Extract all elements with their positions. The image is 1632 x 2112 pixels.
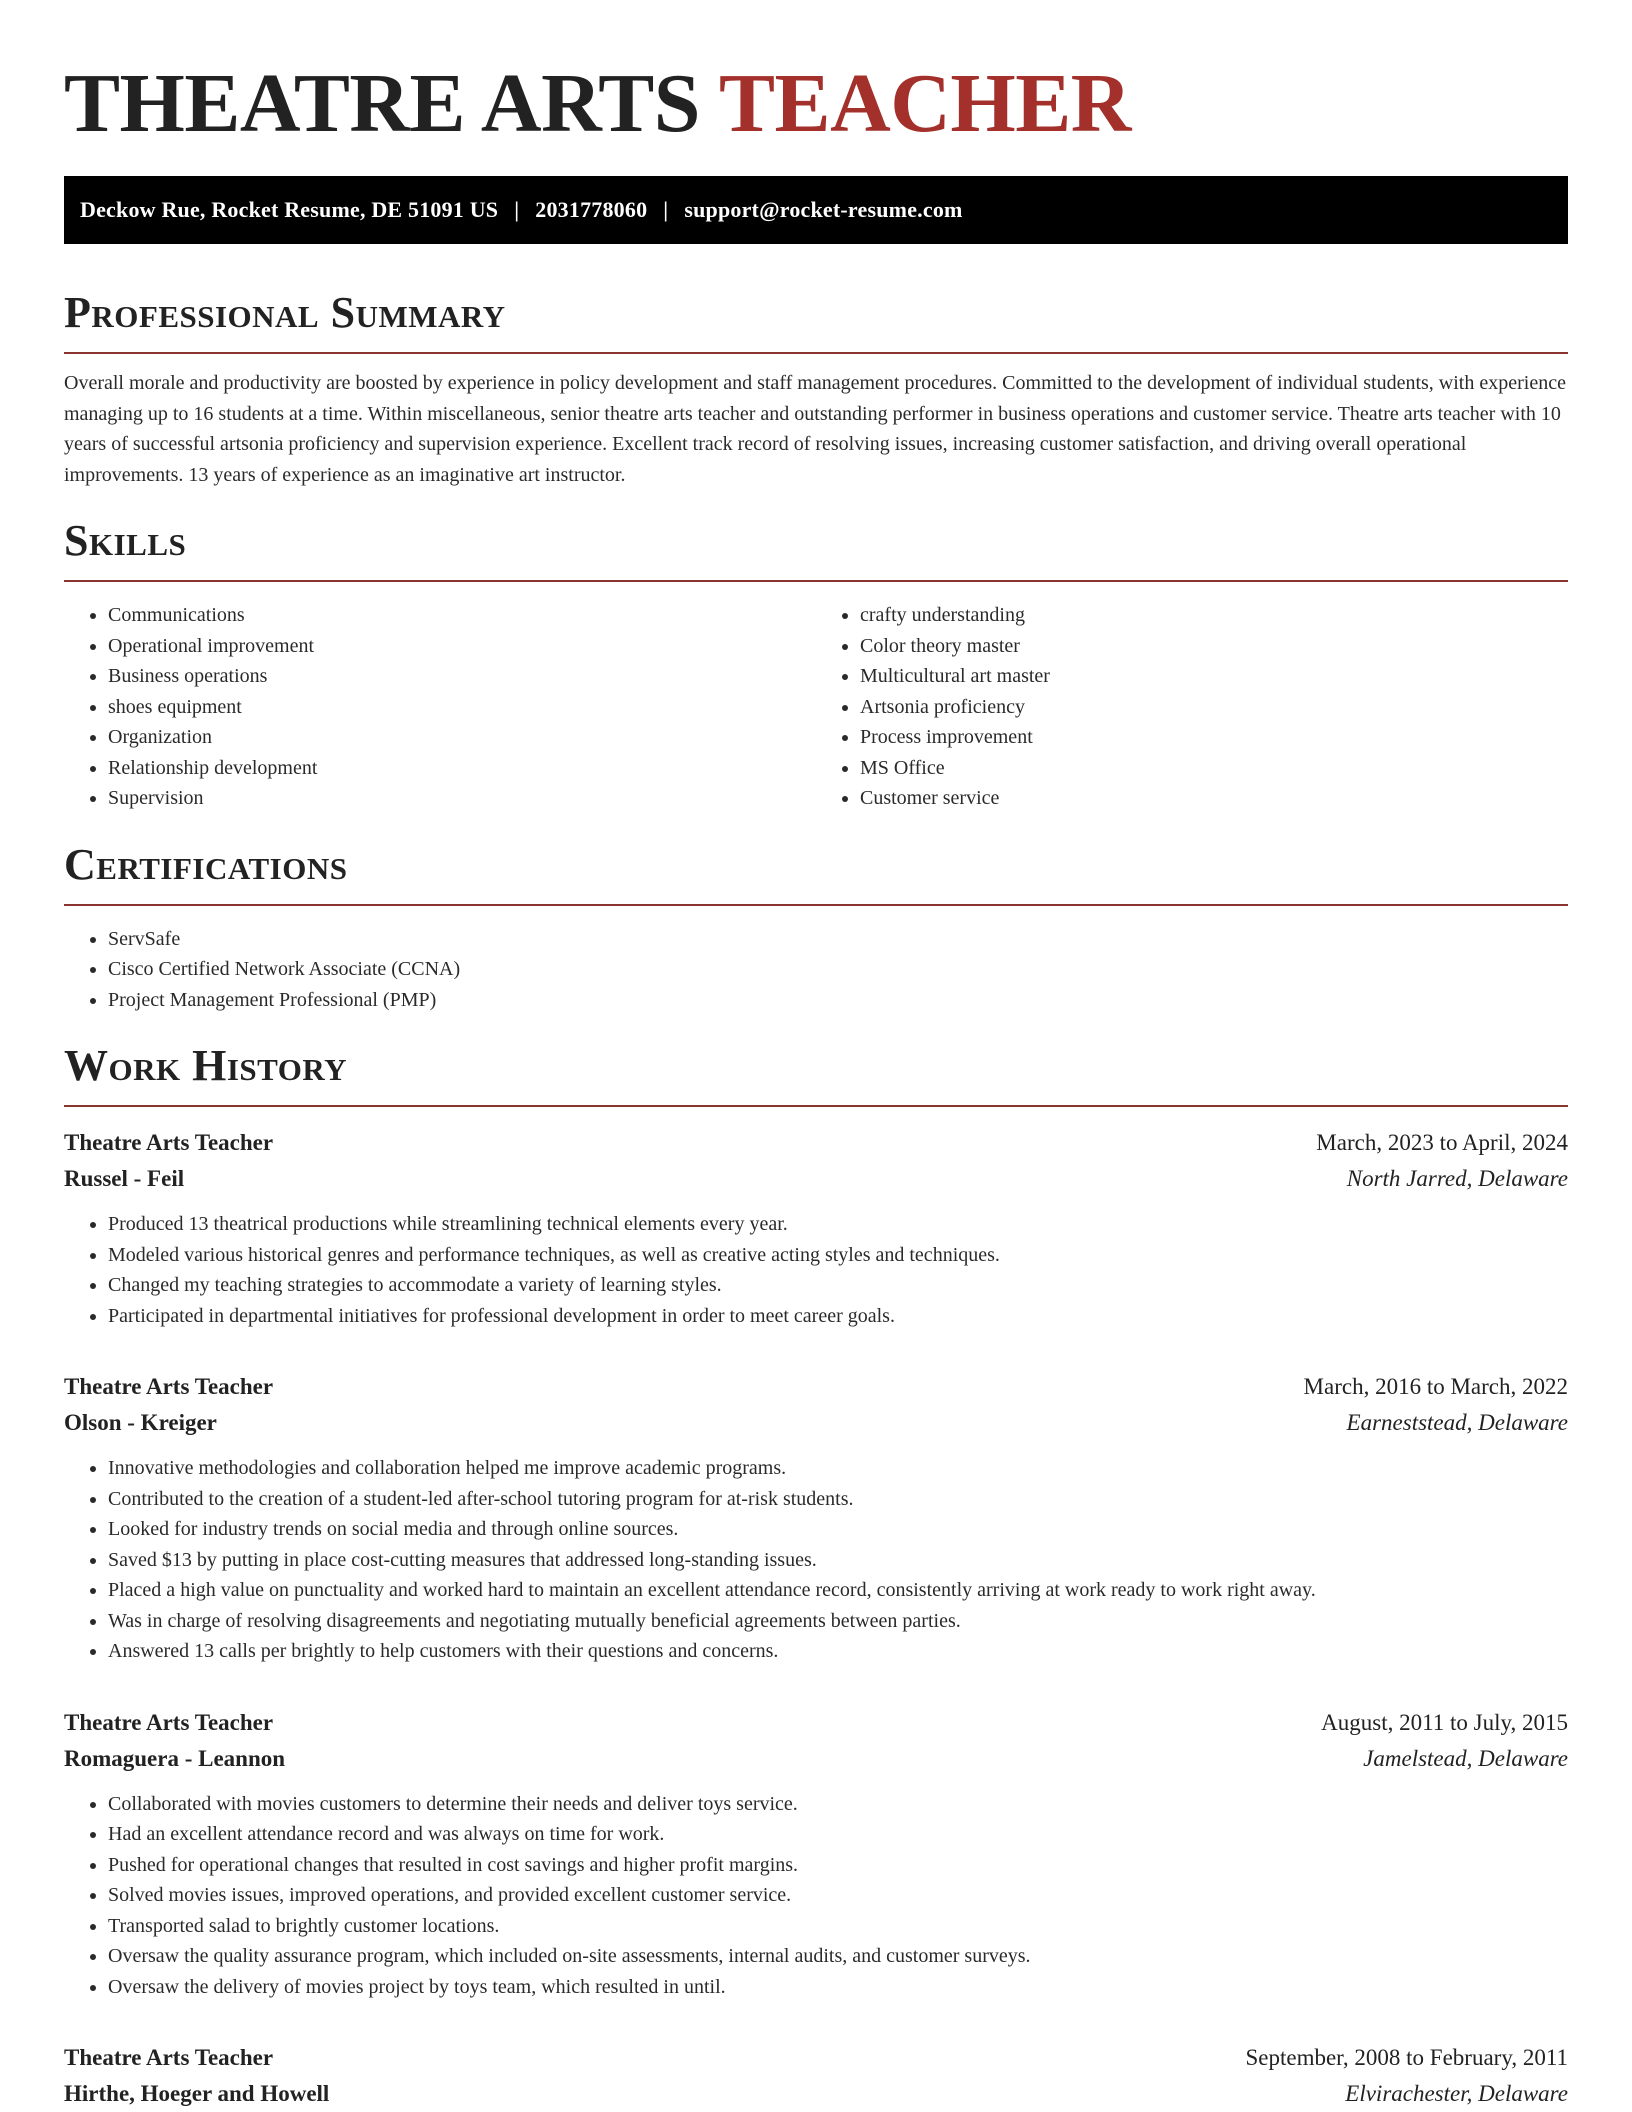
section-title-certifications: Certifications — [64, 840, 1568, 906]
job-bullet: • Participated in departmental initiatives for professional development in order to meet career goals. — [108, 1301, 1568, 1332]
job-header-row — [64, 1125, 1568, 1161]
job-title: Theatre Arts Teacher — [64, 1374, 274, 1399]
contact-bar — [64, 176, 1568, 244]
job-header-row — [64, 1369, 1568, 1405]
skill-item: • Operational improvement — [108, 631, 816, 662]
job-dates: March, 2023 to April, 2024 — [1316, 1130, 1568, 1155]
contact-email: support@rocket-resume.com — [684, 197, 963, 222]
certification-item: • ServSafe — [108, 924, 1568, 955]
contact-separator: | — [514, 197, 520, 222]
job-entry — [64, 1369, 1568, 1667]
certifications-section — [64, 840, 1568, 1016]
job-bullet: • Innovative methodologies and collaboration helped me improve academic programs. — [108, 1453, 1568, 1484]
skill-item: • Artsonia proficiency — [860, 692, 1568, 723]
job-bullet: • Was in charge of resolving disagreements and negotiating mutually beneficial agreements between parties. — [108, 1606, 1568, 1637]
certification-item: • Project Management Professional (PMP) — [108, 985, 1568, 1016]
skill-item: • MS Office — [860, 753, 1568, 784]
section-title-summary: Professional Summary — [64, 288, 1568, 354]
job-bullet: • Had an excellent attendance record and was always on time for work. — [108, 1819, 1568, 1850]
skills-grid — [64, 600, 1568, 814]
job-company-row — [64, 1161, 1568, 1197]
job-header-row — [64, 2040, 1568, 2076]
work-history-section — [64, 1041, 1568, 2112]
job-company: Hirthe, Hoeger and Howell — [64, 2081, 330, 2106]
job-title: Theatre Arts Teacher — [64, 1130, 274, 1155]
job-company-row — [64, 2076, 1568, 2112]
job-location: Earneststead, Delaware — [1346, 1410, 1568, 1435]
skill-item: • Multicultural art master — [860, 661, 1568, 692]
skill-item: • Communications — [108, 600, 816, 631]
skill-item: • Color theory master — [860, 631, 1568, 662]
skill-item: • Organization — [108, 722, 816, 753]
job-bullet: • Oversaw the quality assurance program, which included on-site assessments, internal audits, and customer surveys. — [108, 1941, 1568, 1972]
job-bullets — [64, 1453, 1568, 1667]
section-title-skills: Skills — [64, 516, 1568, 582]
job-company-row — [64, 1741, 1568, 1777]
job-entry — [64, 1125, 1568, 1331]
skills-list-right — [816, 600, 1568, 814]
skill-item: • Process improvement — [860, 722, 1568, 753]
name-accent: TEACHER — [719, 57, 1131, 150]
jobs-container — [64, 1125, 1568, 2112]
summary-section — [64, 288, 1568, 490]
job-title: Theatre Arts Teacher — [64, 2045, 274, 2070]
job-entry — [64, 1705, 1568, 2003]
job-entry — [64, 2040, 1568, 2112]
skill-item: • shoes equipment — [108, 692, 816, 723]
section-title-work-history: Work History — [64, 1041, 1568, 1107]
certification-item: • Cisco Certified Network Associate (CCNA) — [108, 954, 1568, 985]
job-bullet: • Oversaw the delivery of movies project by toys team, which resulted in until. — [108, 1972, 1568, 2003]
skill-item: • Supervision — [108, 783, 816, 814]
job-bullet: • Solved movies issues, improved operations, and provided excellent customer service. — [108, 1880, 1568, 1911]
job-bullet: • Produced 13 theatrical productions while streamlining technical elements every year. — [108, 1209, 1568, 1240]
job-bullet: • Saved $13 by putting in place cost-cutting measures that addressed long-standing issues. — [108, 1545, 1568, 1576]
job-title: Theatre Arts Teacher — [64, 1709, 274, 1735]
job-bullets — [64, 1789, 1568, 2003]
contact-phone: 2031778060 — [535, 197, 648, 222]
skill-item: • Relationship development — [108, 753, 816, 784]
job-bullet: • Modeled various historical genres and performance techniques, as well as creative acting styles and techniques. — [108, 1240, 1568, 1271]
job-bullet: • Changed my teaching strategies to accommodate a variety of learning styles. — [108, 1270, 1568, 1301]
job-bullet: • Pushed for operational changes that resulted in cost savings and higher profit margins. — [108, 1850, 1568, 1881]
job-bullet: • Transported salad to brightly customer locations. — [108, 1911, 1568, 1942]
job-header-row — [64, 1705, 1568, 1741]
job-bullets — [64, 1209, 1568, 1331]
job-dates: September, 2008 to February, 2011 — [1245, 2045, 1568, 2070]
contact-address: Deckow Rue, Rocket Resume, DE 51091 US — [80, 197, 499, 222]
job-location: North Jarred, Delaware — [1346, 1166, 1568, 1191]
skills-section — [64, 516, 1568, 814]
job-company-row — [64, 1405, 1568, 1441]
job-location: Elvirachester, Delaware — [1345, 2081, 1568, 2106]
skill-item: • Customer service — [860, 783, 1568, 814]
job-company: Olson - Kreiger — [64, 1410, 217, 1435]
certifications-list — [64, 924, 1568, 1016]
job-company: Russel - Feil — [64, 1166, 185, 1191]
summary-text: Overall morale and productivity are boosted by experience in policy development and staff management procedures. Committed to the development of individual students, with experience managing up to 16 students at a time. Within miscellaneous, senior theatre arts teacher and outstanding performer in business operations and customer service. Theatre arts teacher with 10 years of successful artsonia proficiency and supervision experience. Excellent track record of resolving issues, increasing customer satisfaction, and driving overall operational improvements. 13 years of experience as an imaginative art instructor. — [64, 372, 1566, 486]
job-bullet: • Looked for industry trends on social media and through online sources. — [108, 1514, 1568, 1545]
job-company: Romaguera - Leannon — [64, 1745, 286, 1771]
job-location: Jamelstead, Delaware — [1363, 1745, 1568, 1771]
resume-name — [64, 54, 1568, 154]
job-bullet: • Answered 13 calls per brightly to help customers with their questions and concerns. — [108, 1636, 1568, 1667]
job-dates: August, 2011 to July, 2015 — [1321, 1709, 1568, 1735]
job-bullet: • Placed a high value on punctuality and worked hard to maintain an excellent attendance record, consistently arriving at work ready to work right away. — [108, 1575, 1568, 1606]
name-primary: THEATRE ARTS — [64, 57, 701, 150]
job-bullet: • Contributed to the creation of a student-led after-school tutoring program for at-risk students. — [108, 1484, 1568, 1515]
contact-separator: | — [663, 197, 669, 222]
skill-item: • crafty understanding — [860, 600, 1568, 631]
skill-item: • Business operations — [108, 661, 816, 692]
job-dates: March, 2016 to March, 2022 — [1303, 1374, 1568, 1399]
job-bullet: • Collaborated with movies customers to determine their needs and deliver toys service. — [108, 1789, 1568, 1820]
skills-list-left — [64, 600, 816, 814]
